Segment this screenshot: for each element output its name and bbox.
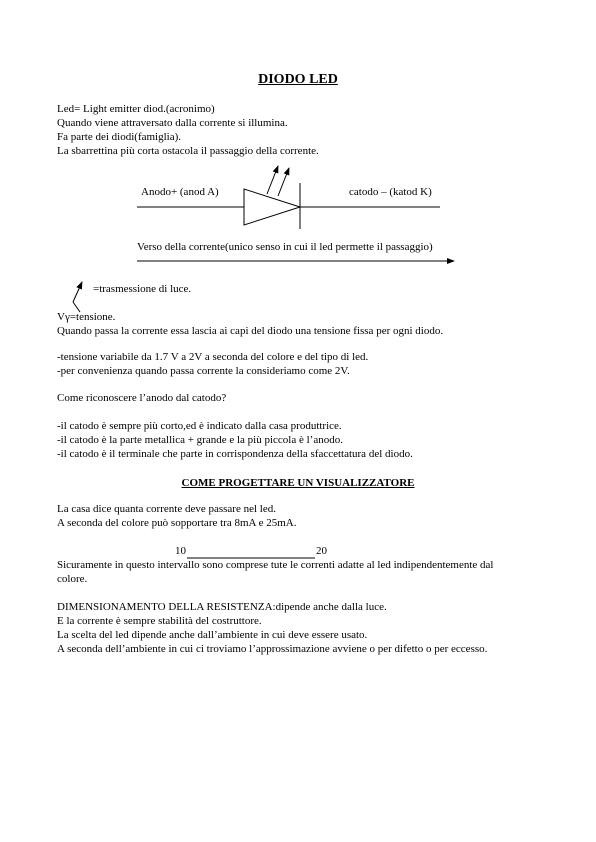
resistance-line: DIMENSIONAMENTO DELLA RESISTENZA:dipende anche dalla luce. [57,601,387,613]
intro-line: Fa parte dei diodi(famiglia). [57,131,182,143]
design-line: La casa dice quanta corrente deve passare nel led. [57,503,276,515]
resistance-line: E la corrente è sempre stabilità del costruttore. [57,615,262,627]
resistance-line: La scelta del led dipende anche dall’ambiente in cui deve essere usato. [57,629,368,641]
current-label: Verso della corrente(unico senso in cui il led permette il passaggio) [137,241,433,253]
intro-line: Led= Light emitter diod.(acronimo) [57,103,215,115]
range-low: 10 [175,545,186,557]
design-line: A seconda del colore può sopportare tra 8mA e 25mA. [57,517,297,529]
intro-line: Quando viene attraversato dalla corrente si illumina. [57,117,288,129]
range-note: Sicuramente in questo intervallo sono comprese tute le correnti adatte al led indipendentemente dal [57,559,494,571]
light-arrow-icon [267,166,278,194]
page-title: DIODO LED [258,72,338,87]
anode-label: Anodo+ (anod A) [141,186,219,198]
cathode-label: catodo – (katod K) [349,186,432,198]
range-note: colore. [57,573,88,585]
intro-line: La sbarrettina più corta ostacola il passaggio della corrente. [57,145,319,157]
anode-cathode-line: -il catodo è sempre più corto,ed è indicato dalla casa produttrice. [57,420,342,432]
voltage-line: Vγ=tensione. [57,311,116,323]
anode-cathode-line: -il catodo è la parte metallica + grande e la più piccola è l’anodo. [57,434,343,446]
voltage-note: -tensione variabile da 1.7 V a 2V a seconda del colore e del tipo di led. [57,351,369,363]
question-line: Come riconoscere l’anodo dal catodo? [57,392,227,404]
voltage-note: -per convenienza quando passa corrente la consideriamo come 2V. [57,365,350,377]
range-high: 20 [316,545,327,557]
light-legend: =trasmessione di luce. [93,283,192,295]
section-title: COME PROGETTARE UN VISUALIZZATORE [181,477,415,489]
diode-triangle [244,189,300,225]
light-symbol-icon [73,282,82,302]
resistance-line: A seconda dell’ambiente in cui ci troviamo l’approssimazione avviene o per difetto o per eccesso. [57,643,488,655]
voltage-line: Quando passa la corrente essa lascia ai capi del diodo una tensione fissa per ogni diodo. [57,325,444,337]
light-arrow-icon [278,168,289,196]
anode-cathode-line: -il catodo è il terminale che parte in corrispondenza della sfaccettatura del diodo. [57,448,413,460]
